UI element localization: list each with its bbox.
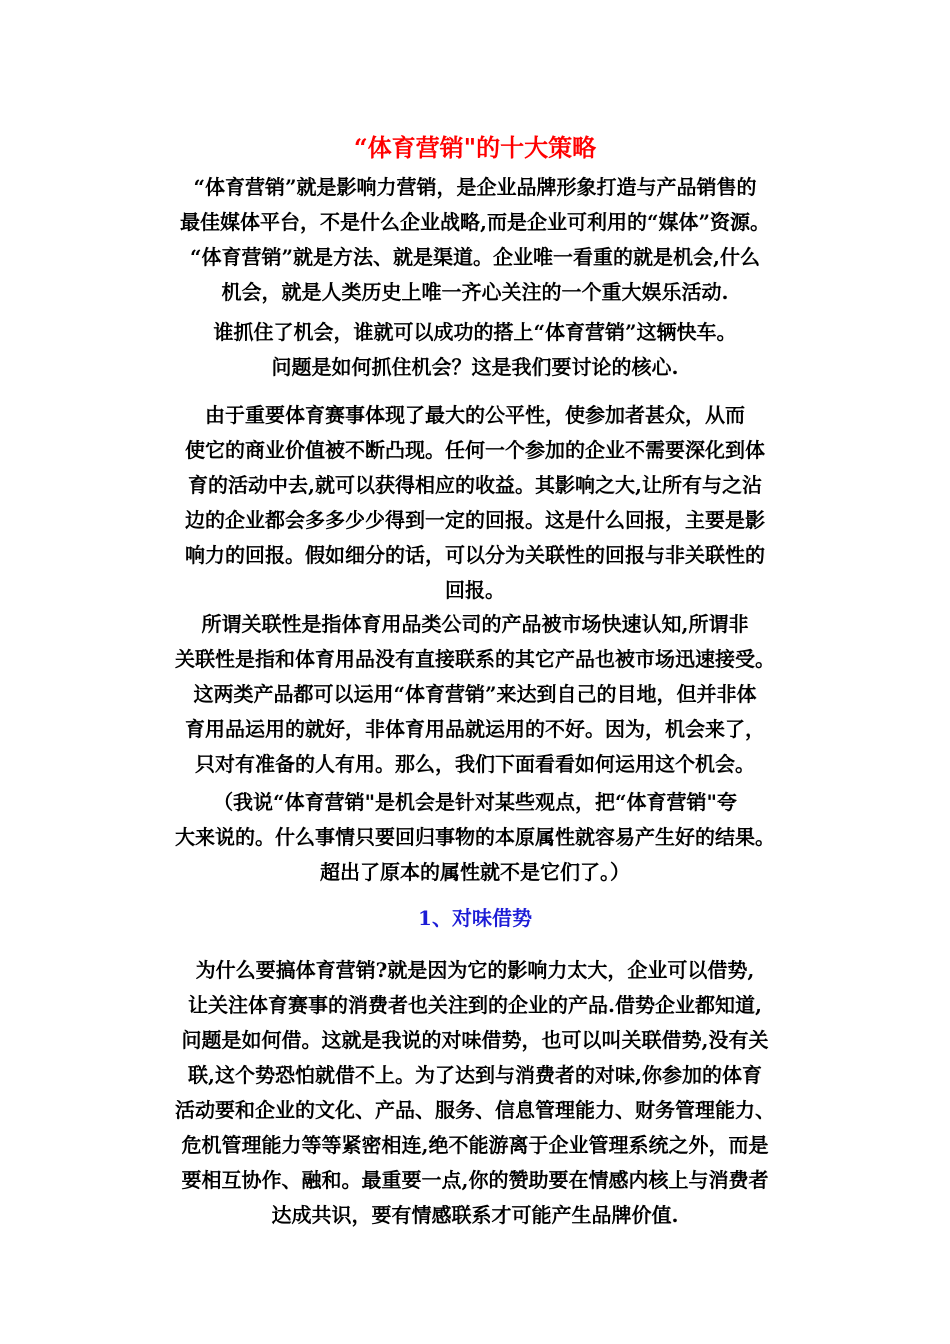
intro-paragraph	[110, 170, 840, 310]
relevance-paragraph	[110, 607, 840, 782]
note-line: （我说“体育营销"是机会是针对某些观点，把“体育营销"夸	[213, 790, 737, 814]
relevance-line: 关联性是指和体育用品没有直接联系的其它产品也被市场迅速接受。	[175, 647, 775, 671]
relevance-line: 所谓关联性是指体育用品类公司的产品被市场快速认知,所谓非	[201, 612, 749, 636]
section-heading: 1、对味借势	[418, 906, 532, 930]
opportunity-line: 问题是如何抓住机会？这是我们要讨论的核心.	[271, 355, 679, 379]
section-line: 危机管理能力等等紧密相连,绝不能游离于企业管理系统之外，而是	[181, 1133, 769, 1157]
opportunity-paragraph	[110, 315, 840, 385]
fairness-line: 使它的商业价值被不断凸现。任何一个参加的企业不需要深化到体	[185, 438, 765, 462]
intro-line: “体育营销”就是方法、就是渠道。企业唯一看重的就是机会,什么	[190, 245, 760, 269]
section-line: 达成共识，要有情感联系才可能产生品牌价值.	[271, 1203, 679, 1227]
intro-line: 机会，就是人类历史上唯一齐心关注的一个重大娱乐活动.	[221, 280, 729, 304]
section-paragraph	[110, 953, 840, 1233]
section-line: 活动要和企业的文化、产品、服务、信息管理能力、财务管理能力、	[175, 1098, 775, 1122]
relevance-line: 育用品运用的就好，非体育用品就运用的不好。因为，机会来了，	[185, 717, 765, 741]
fairness-line: 由于重要体育赛事体现了最大的公平性，使参加者甚众，从而	[205, 403, 745, 427]
fairness-paragraph	[110, 398, 840, 608]
section-line: 让关注体育赛事的消费者也关注到的企业的产品.借势企业都知道,	[188, 993, 762, 1017]
section-line: 要相互协作、融和。最重要一点,你的赞助要在情感内核上与消费者	[181, 1168, 769, 1192]
section-line: 问题是如何借。这就是我说的对味借势，也可以叫关联借势,没有关	[181, 1028, 769, 1052]
fairness-line: 育的活动中去,就可以获得相应的收益。其影响之大,让所有与之沾	[188, 473, 762, 497]
opportunity-line: 谁抓住了机会，谁就可以成功的搭上“体育营销”这辆快车。	[213, 320, 737, 344]
section-line: 为什么要搞体育营销?就是因为它的影响力太大，企业可以借势,	[195, 958, 755, 982]
note-line: 大来说的。什么事情只要回归事物的本原属性就容易产生好的结果。	[175, 825, 775, 849]
section-line: 联,这个势恐怕就借不上。为了达到与消费者的对味,你参加的体育	[188, 1063, 762, 1087]
fairness-line: 回报。	[445, 578, 505, 602]
fairness-line: 边的企业都会多多少少得到一定的回报。这是什么回报，主要是影	[185, 508, 765, 532]
fairness-line: 响力的回报。假如细分的话，可以分为关联性的回报与非关联性的	[185, 543, 765, 567]
relevance-line: 这两类产品都可以运用“体育营销”来达到自己的目地，但并非体	[193, 682, 757, 706]
intro-line: “体育营销”就是影响力营销，是企业品牌形象打造与产品销售的	[193, 175, 757, 199]
relevance-line: 只对有准备的人有用。那么，我们下面看看如何运用这个机会。	[195, 752, 755, 776]
note-paragraph	[110, 785, 840, 890]
document-title: “体育营销"的十大策略	[353, 133, 597, 162]
note-line: 超出了原本的属性就不是它们了。）	[320, 860, 630, 884]
intro-line: 最佳媒体平台，不是什么企业战略,而是企业可利用的“媒体”资源。	[180, 210, 770, 234]
